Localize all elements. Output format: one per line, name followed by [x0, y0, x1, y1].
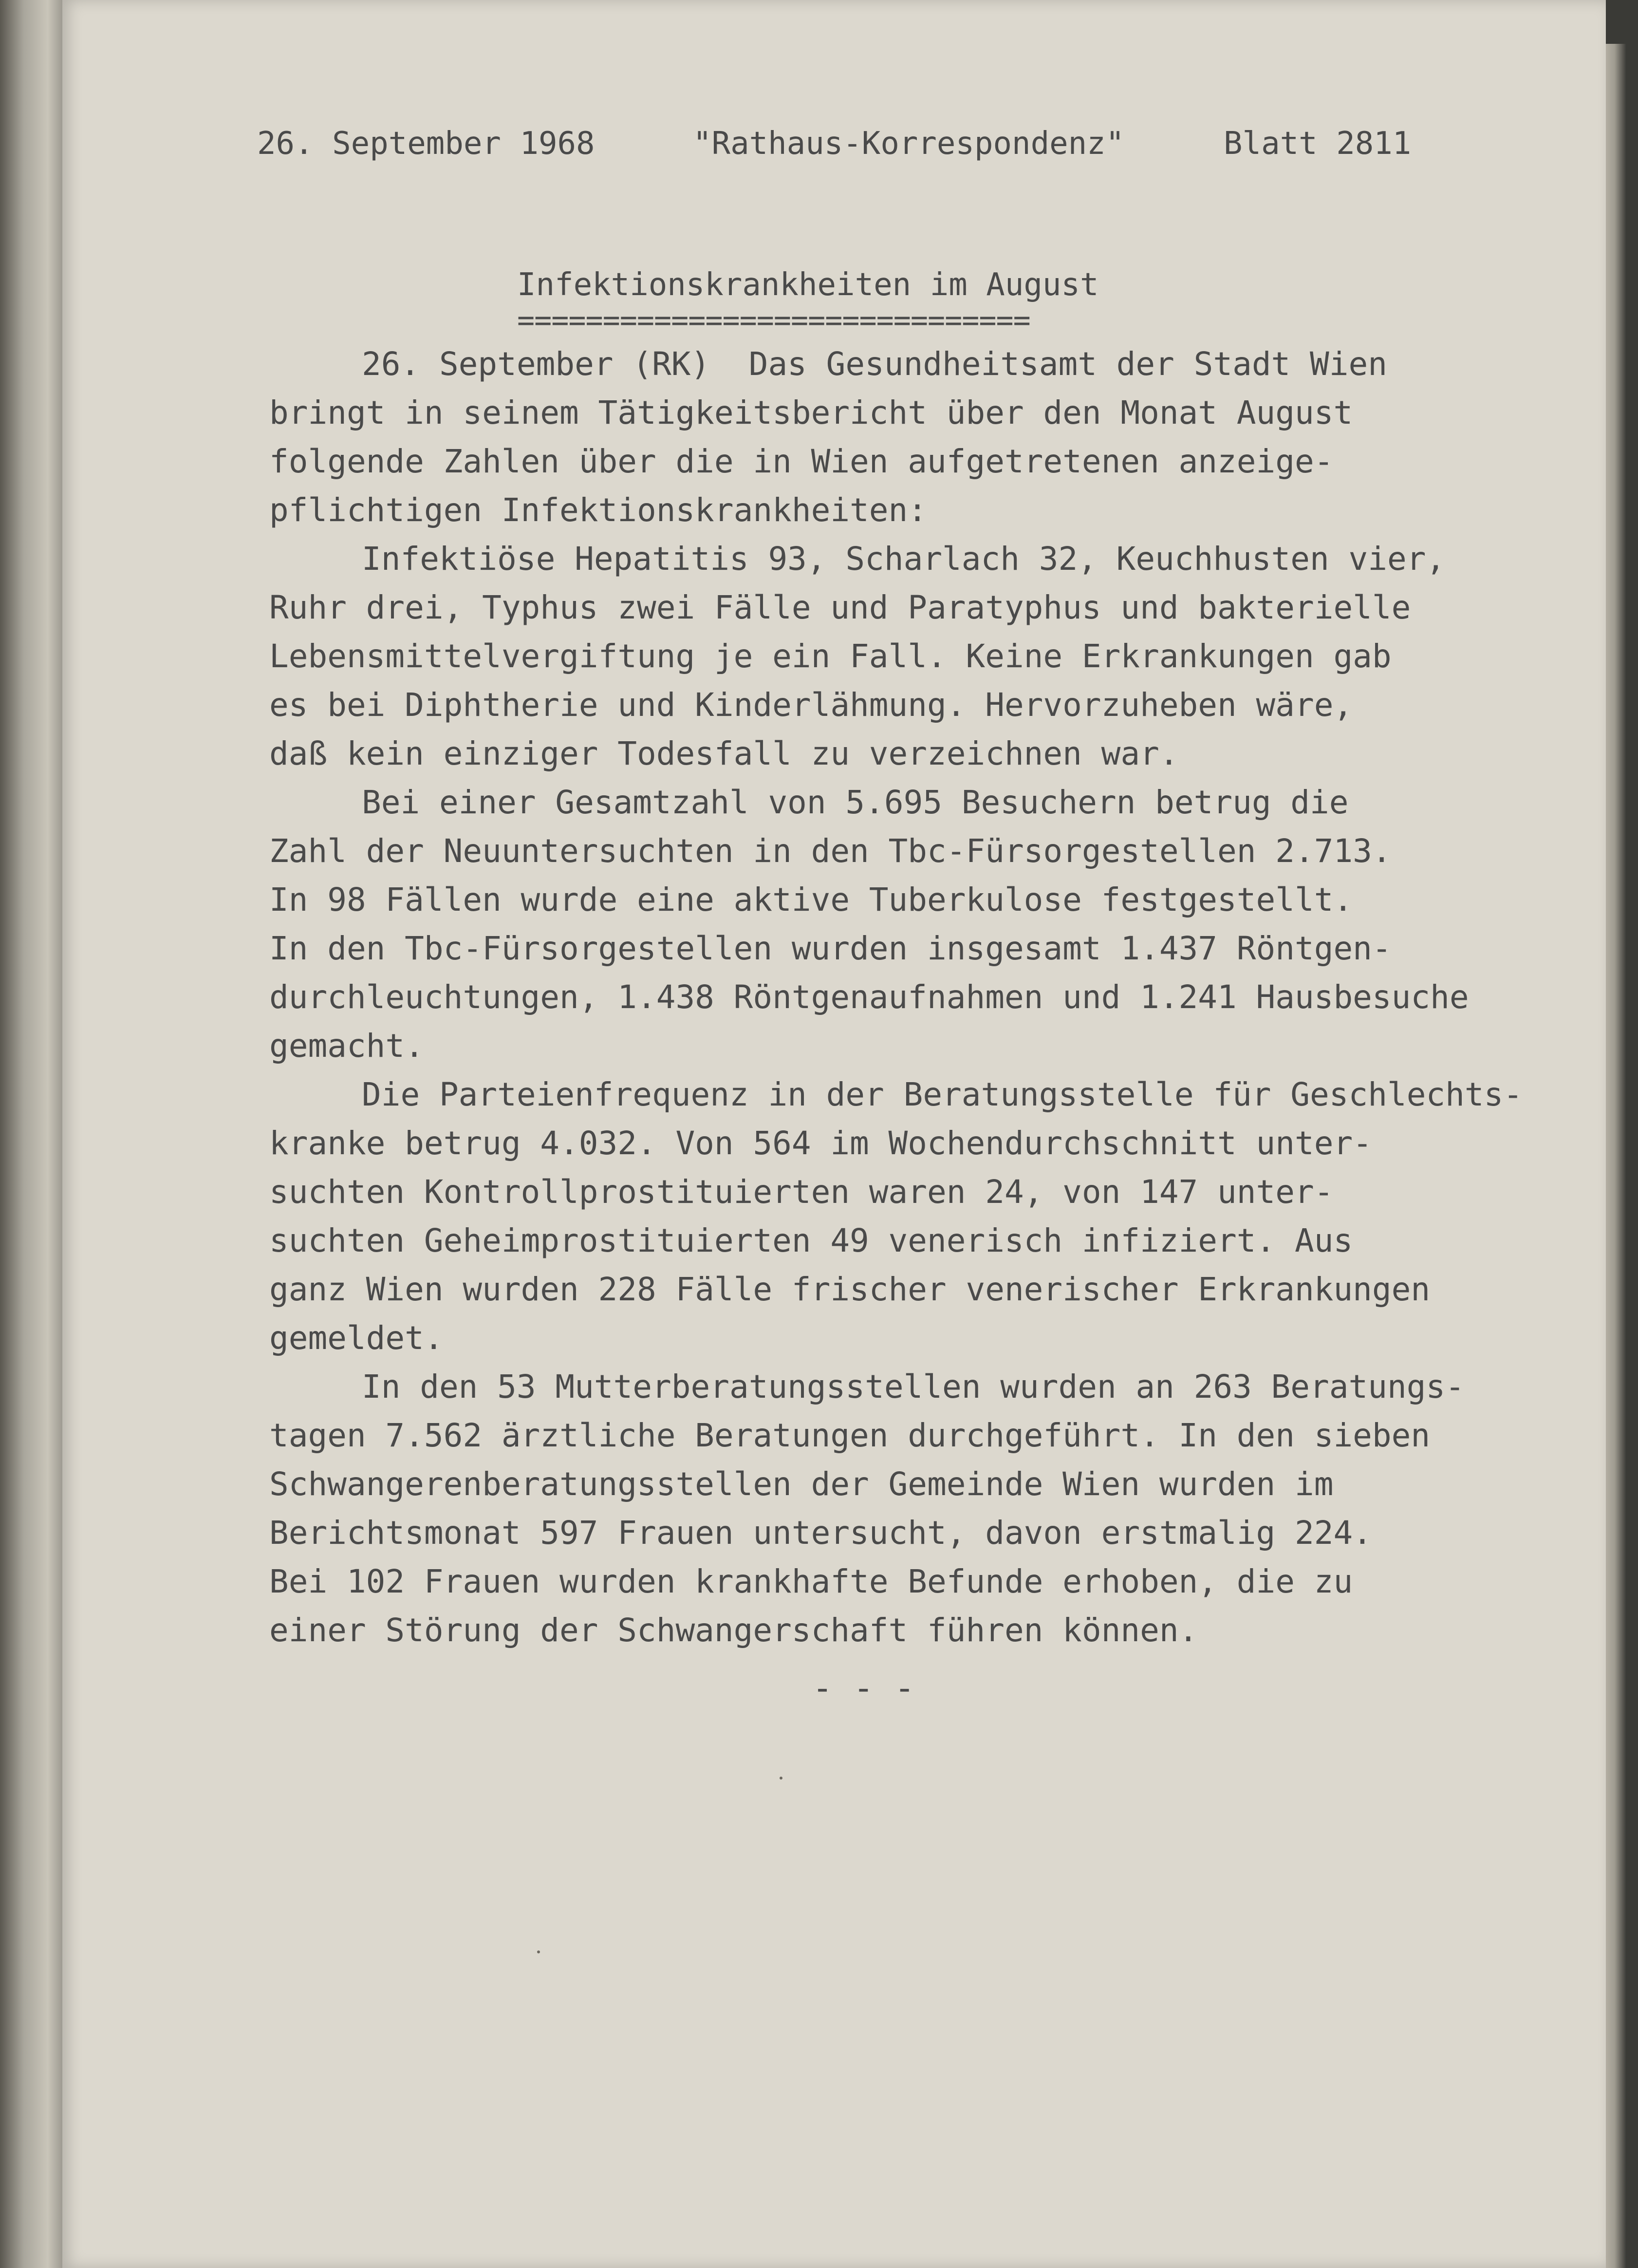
header-publication: "Rathaus-Korrespondenz" [693, 126, 1125, 162]
text-line: In den Tbc-Fürsorgestellen wurden insgesamt 1.437 Röntgen- [269, 930, 1392, 967]
text-line: suchten Kontrollprostituierten waren 24, von 147 unter- [269, 1173, 1334, 1211]
text-line: folgende Zahlen über die in Wien aufgetretenen anzeige- [269, 443, 1334, 480]
text-line: kranke betrug 4.032. Von 564 im Wochendurchschnitt unter- [269, 1125, 1372, 1162]
text-line: Ruhr drei, Typhus zwei Fälle und Paratyphus und bakterielle [269, 589, 1411, 626]
text-line: Berichtsmonat 597 Frauen untersucht, davon erstmalig 224. [269, 1514, 1372, 1552]
end-mark: - - - [812, 1668, 915, 1708]
article-title-underline: ============================== [517, 303, 1030, 337]
text-line: gemacht. [269, 1027, 424, 1065]
document-page [62, 0, 1606, 2268]
text-line: Infektiöse Hepatitis 93, Scharlach 32, Keuchhusten vier, [362, 540, 1446, 578]
paper-speck [537, 1950, 540, 1953]
text-line: Lebensmittelvergiftung je ein Fall. Keine Erkrankungen gab [269, 637, 1392, 675]
text-line: daß kein einziger Todesfall zu verzeichnen war. [269, 735, 1179, 772]
text-line: ganz Wien wurden 228 Fälle frischer venerischer Erkrankungen [269, 1271, 1431, 1308]
text-line: es bei Diphtherie und Kinderlähmung. Hervorzuheben wäre, [269, 686, 1353, 724]
text-line: einer Störung der Schwangerschaft führen können. [269, 1612, 1198, 1649]
text-line: Bei 102 Frauen wurden krankhafte Befunde erhoben, die zu [269, 1563, 1353, 1600]
text-line: suchten Geheimprostituierten 49 venerisch infiziert. Aus [269, 1222, 1353, 1259]
paper-speck [780, 1777, 782, 1780]
binder-spine [0, 0, 68, 2268]
text-line: gemeldet. [269, 1319, 444, 1357]
text-line: Schwangerenberatungsstellen der Gemeinde Wien wurden im [269, 1465, 1334, 1503]
header-date: 26. September 1968 [257, 126, 595, 162]
text-line: Zahl der Neuuntersuchten in den Tbc-Fürsorgestellen 2.713. [269, 832, 1392, 870]
text-line: 26. September (RK) Das Gesundheitsamt der Stadt Wien [362, 345, 1387, 383]
header-sheet-number: Blatt 2811 [1224, 126, 1412, 162]
article-title: Infektionskrankheiten im August [517, 267, 1099, 303]
text-line: In den 53 Mutterberatungsstellen wurden an 263 Beratungs- [362, 1368, 1465, 1406]
text-line: pflichtigen Infektionskrankheiten: [269, 491, 928, 529]
text-line: Die Parteienfrequenz in der Beratungsstelle für Geschlechts- [362, 1076, 1523, 1113]
text-line: bringt in seinem Tätigkeitsbericht über den Monat August [269, 394, 1353, 431]
text-line: Bei einer Gesamtzahl von 5.695 Besuchern betrug die [362, 784, 1349, 821]
text-line: durchleuchtungen, 1.438 Röntgenaufnahmen und 1.241 Hausbesuche [269, 978, 1469, 1016]
text-line: In 98 Fällen wurde eine aktive Tuberkulose festgestellt. [269, 881, 1353, 918]
text-line: tagen 7.562 ärztliche Beratungen durchgeführt. In den sieben [269, 1417, 1431, 1454]
